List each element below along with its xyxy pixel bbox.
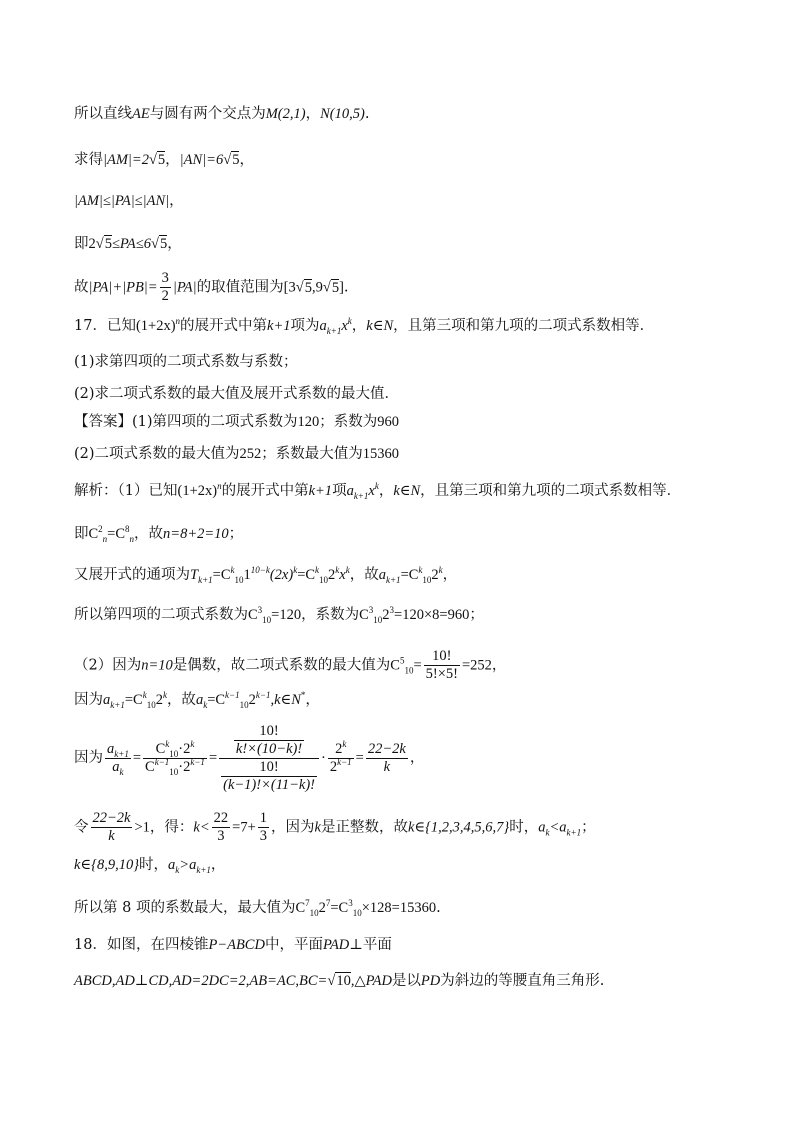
solution-line-10: [74, 898, 733, 918]
math: k: [314, 819, 321, 836]
superscript: k: [162, 690, 167, 701]
math: ,9: [311, 279, 323, 296]
text: ，: [305, 106, 321, 122]
math: 2: [248, 692, 256, 708]
text: ，: [305, 692, 320, 708]
text: ；: [581, 819, 596, 836]
solution-line-7: [74, 722, 733, 794]
text: ；系数为: [319, 414, 378, 430]
denominator: 5!×5!: [425, 666, 458, 682]
subscript: k+1: [198, 574, 213, 585]
numerator: 3: [161, 270, 169, 286]
text: 是正整数，故: [320, 819, 408, 836]
numerator: 22−2k: [367, 740, 406, 757]
solution-line-2: [74, 524, 733, 544]
fraction-lower: [221, 759, 317, 794]
superscript: 3: [389, 605, 395, 616]
text: 解析：（1）已知: [74, 483, 178, 499]
subscript: k+1: [385, 574, 401, 585]
superscript: 3: [257, 605, 263, 616]
math: (2x): [269, 567, 294, 583]
math: =: [355, 750, 364, 766]
math: =: [208, 750, 218, 766]
fraction-powers-of-two: [328, 738, 354, 776]
text: 是偶数，故二项式系数的最大值为: [172, 657, 391, 674]
text: 故: [74, 279, 89, 296]
question-17: [74, 316, 733, 336]
radicand: 5: [232, 152, 240, 168]
math: 2: [382, 607, 390, 623]
math: |AM|=2: [103, 152, 149, 168]
number: 120: [297, 414, 320, 430]
text: 因为: [74, 692, 103, 708]
text: ，: [378, 483, 394, 499]
text-line-intersection-points: [74, 104, 733, 124]
subscript: 10: [373, 614, 383, 625]
fraction-1-3: [258, 810, 269, 845]
math: =C: [124, 692, 143, 708]
text: ⊥平面: [349, 937, 392, 953]
math: x: [341, 318, 348, 334]
fraction-binomial-ratio: [143, 738, 207, 777]
text: ；: [228, 526, 244, 542]
math: k∈{1,2,3,4,5,6,7}: [407, 819, 510, 836]
math: 2: [318, 900, 326, 916]
radicand: 5: [331, 279, 340, 296]
subscript: 10: [309, 907, 319, 918]
text: ，: [210, 857, 226, 873]
math: =C: [400, 567, 419, 583]
superscript: k: [293, 565, 298, 576]
math: =120×8=960: [394, 607, 470, 623]
math: =252: [461, 657, 492, 674]
math: 2: [431, 567, 439, 583]
math: >1: [134, 819, 150, 836]
math: =C: [207, 692, 226, 708]
text: 因为: [74, 750, 103, 766]
superscript: 3: [348, 898, 353, 909]
text: 的展开式中第: [221, 483, 309, 499]
math: ]: [339, 279, 344, 296]
math: k+1: [267, 318, 291, 334]
fraction-ratio: [105, 741, 131, 776]
superscript: 5: [399, 655, 405, 666]
numerator: 22: [213, 810, 229, 826]
math: k∈N: [366, 318, 394, 334]
math: =C: [297, 567, 316, 583]
text: 是以: [391, 973, 421, 989]
subscript: 10: [239, 699, 249, 710]
text: ，: [167, 236, 182, 252]
math: =: [413, 657, 422, 674]
text: 所以直线: [74, 106, 132, 122]
text: ，: [239, 152, 254, 168]
math: PAD: [322, 937, 350, 953]
superscript: k−1: [225, 690, 240, 701]
math: a: [319, 318, 327, 334]
math: |PA|: [172, 279, 197, 296]
superscript: k: [342, 738, 347, 749]
text: ，: [169, 193, 184, 209]
solution-line-6: [74, 690, 733, 710]
solution-line-9: [74, 855, 733, 875]
math: k∈{8,9,10}: [74, 857, 140, 873]
text: 项: [332, 483, 347, 499]
superscript: k: [347, 316, 352, 327]
subscript: 10: [234, 574, 244, 585]
math: ABCD,AD⊥CD,AD=2DC=2,AB=AC,BC=: [74, 973, 328, 989]
text: ，故: [349, 567, 379, 583]
text: 即: [74, 236, 89, 252]
subscript: k+1: [114, 748, 129, 759]
math: |PA|+|PB|=: [88, 279, 158, 296]
math: x: [339, 567, 346, 583]
math: x: [368, 483, 375, 499]
fraction-3-2: [160, 270, 171, 305]
superscript: k: [335, 565, 340, 576]
subscript: 10: [319, 574, 329, 585]
subscript: k: [119, 766, 124, 777]
math: ·2: [178, 758, 191, 775]
text: 的取值范围为: [196, 279, 284, 296]
superscript: k−1: [190, 756, 205, 767]
superscript: k: [142, 690, 147, 701]
math: C: [88, 526, 99, 542]
answer-line-2: [74, 444, 733, 464]
math: C: [145, 758, 155, 775]
number: 252: [239, 446, 262, 462]
numerator: 10!: [234, 723, 304, 741]
subscript: k+1: [326, 325, 342, 336]
math: =C: [212, 567, 231, 583]
text: 所以第 8 项的系数最大，最大值为: [74, 900, 296, 916]
subscript: 10: [404, 665, 414, 676]
math: k∈N: [393, 483, 421, 499]
fraction-22-3: [212, 810, 231, 845]
text: 即: [74, 526, 89, 542]
superscript: 10−k: [250, 565, 270, 576]
solution-line-8: [74, 810, 733, 845]
math: ,k∈N: [270, 692, 301, 708]
answer-line-1: [74, 412, 733, 432]
subscript: n: [102, 533, 108, 544]
numerator: 10!: [424, 648, 460, 666]
math: C: [295, 900, 306, 916]
text: (2)二项式系数的最大值为: [74, 446, 240, 462]
text: ，: [165, 152, 180, 168]
superscript: 3: [368, 605, 374, 616]
text-line-pa-range: 即2√5≤PA≤6√5，: [74, 236, 182, 252]
solution-line-4: [74, 605, 733, 625]
math: a: [378, 567, 386, 583]
fraction-inequality: [91, 810, 133, 845]
text: 求得: [74, 152, 103, 168]
subscript: k: [203, 699, 208, 710]
denominator: 2: [161, 288, 169, 304]
denominator: k: [108, 828, 115, 844]
math: n=10: [141, 657, 173, 674]
math: ·2: [178, 740, 191, 757]
math: a: [168, 857, 176, 873]
superscript: k: [165, 738, 170, 749]
math: 2: [335, 740, 343, 757]
superscript: k−1: [337, 756, 352, 767]
subscript: 10: [169, 748, 179, 759]
text: ，: [442, 567, 458, 583]
math: k+1: [308, 483, 333, 499]
math: a: [103, 692, 111, 708]
math: M(2,1): [265, 106, 306, 122]
number: 960: [377, 414, 400, 430]
math: 2: [155, 692, 163, 708]
math: (1+2x): [177, 483, 218, 499]
text: .: [343, 279, 349, 296]
fraction-result: [366, 741, 408, 776]
math: a: [107, 740, 115, 757]
math: P−ABCD: [208, 937, 265, 953]
math: =C: [107, 526, 126, 542]
text: （2）因为: [74, 657, 142, 674]
math: ,△PAD: [350, 973, 392, 989]
superscript: 8: [125, 524, 130, 535]
superscript: k: [438, 565, 443, 576]
text: 所以第四项的二项式系数为: [74, 607, 248, 623]
math: a: [195, 692, 204, 708]
numerator: 22−2k: [92, 810, 131, 826]
math: ≤PA≤6: [111, 236, 151, 252]
denominator: (k−1)!×(11−k)!: [223, 776, 315, 793]
math: |AN|=6: [179, 152, 224, 168]
subscript: 10: [169, 766, 179, 777]
superscript: k: [374, 481, 379, 492]
denominator: k!×(10−k)!: [235, 740, 303, 757]
text: ，且第三项和第九项的二项式系数相等．: [393, 318, 655, 334]
superscript: k: [190, 738, 195, 749]
math: =120: [271, 607, 302, 623]
denominator: 3: [259, 828, 268, 844]
fraction-factorial-compound: [219, 723, 319, 794]
text: 与圆有两个交点为: [149, 106, 266, 122]
math: n=8+2=10: [163, 526, 229, 542]
subscript: k+1: [353, 490, 369, 501]
superscript: 2: [98, 524, 103, 535]
superscript: *: [300, 690, 306, 701]
text: ，故: [134, 526, 164, 542]
math: 1: [243, 567, 251, 583]
text: 【答案】(1)第四项的二项式系数为: [74, 414, 298, 430]
superscript: k−1: [154, 756, 170, 767]
radicand: 5: [157, 152, 166, 168]
subscript: k+1: [110, 699, 125, 710]
superscript: k: [315, 565, 320, 576]
superscript: 7: [305, 898, 310, 909]
superscript: 7: [325, 898, 331, 909]
text: ；: [469, 607, 484, 623]
math: k<: [193, 819, 210, 836]
text: ，且第三项和第九项的二项式系数相等．: [420, 483, 682, 499]
text: .: [436, 900, 441, 916]
superscript: k: [345, 565, 350, 576]
superscript: k: [418, 565, 423, 576]
text: ，: [351, 318, 367, 334]
math: T: [190, 567, 199, 583]
text-line-distances: 求得|AM|=2√5，|AN|=6√5，: [74, 152, 254, 168]
math: >a: [179, 857, 197, 873]
question-17-part-2: (2)求二项式系数的最大值及展开式系数的最大值．: [74, 386, 400, 402]
text: 项为: [290, 318, 320, 334]
text: ；系数最大值为: [261, 446, 363, 462]
radicand: 5: [104, 236, 112, 252]
text: 时，: [509, 819, 539, 836]
solution-line-1: [74, 481, 733, 501]
denominator: 3: [217, 828, 225, 844]
fraction-factorial: [424, 648, 460, 683]
text: 令: [74, 819, 89, 836]
number: 15360: [362, 446, 400, 462]
subscript: 10: [146, 699, 156, 710]
text: 为斜边的等腰直角三角形.: [440, 973, 605, 989]
solution-line-3: [74, 565, 733, 585]
math: a: [346, 483, 354, 499]
text-line-value-range: 故|PA|+|PB|= $\frac{3}{2}$ |PA|的取值范围为[3√5,9√5].: [74, 270, 349, 304]
subscript: 10: [352, 907, 362, 918]
text: 中，平面: [264, 937, 323, 953]
text: ，故: [166, 692, 196, 708]
text-line-inequality: [74, 191, 733, 211]
numerator: 1: [259, 810, 268, 826]
math: PD: [420, 973, 441, 989]
text: ，系数为: [301, 607, 360, 623]
text: ，因为: [271, 819, 315, 836]
math: C: [248, 607, 258, 623]
denominator: k: [383, 758, 391, 775]
math: 2: [328, 567, 336, 583]
subscript: k+1: [566, 827, 582, 838]
question-17-part-1: (1)求第四项的二项式系数与系数；: [74, 354, 298, 370]
math: 2: [88, 236, 96, 252]
text: ，得：: [149, 819, 194, 836]
math: AE: [132, 106, 150, 122]
question-18-continued: ABCD,AD⊥CD,AD=2DC=2,AB=AC,BC=√10,△PAD是以PD为斜边的等腰直角三角形.: [74, 973, 605, 989]
math: ·: [321, 750, 326, 766]
subscript: n: [129, 533, 135, 544]
superscript: k−1: [255, 690, 271, 701]
superscript: n: [217, 481, 222, 492]
math: N(10,5): [320, 106, 365, 122]
radicand: 5: [304, 279, 312, 296]
text: ，: [409, 750, 425, 766]
math: a: [112, 758, 120, 775]
math: =7+: [232, 819, 256, 836]
text: 时，: [139, 857, 169, 873]
radicand: 5: [159, 236, 168, 252]
text: ，: [491, 657, 507, 674]
text: 又展开式的通项为: [74, 567, 190, 583]
solution-line-5: [74, 648, 733, 683]
math: 2: [329, 758, 338, 775]
subscript: k: [175, 864, 180, 875]
superscript: n: [175, 316, 181, 327]
math: =: [132, 750, 142, 766]
subscript: 10: [422, 574, 432, 585]
math: C: [155, 740, 166, 757]
math: a: [538, 819, 546, 836]
subscript: k+1: [196, 864, 211, 875]
fraction-upper: [234, 723, 304, 758]
subscript: k: [545, 827, 550, 838]
superscript: k: [230, 565, 235, 576]
math: <a: [549, 819, 567, 836]
math: ×128=15360: [361, 900, 437, 916]
text: .: [364, 106, 370, 122]
math: (1+2x): [135, 318, 176, 334]
text: 17．已知: [74, 318, 136, 334]
numerator: 10!: [221, 759, 317, 777]
text: 18．如图，在四棱锥: [74, 937, 209, 953]
text: 的展开式中第: [180, 318, 268, 334]
subscript: 10: [262, 614, 272, 625]
math: C: [390, 657, 400, 674]
math: C: [359, 607, 369, 623]
question-18: [74, 935, 733, 955]
math: [3: [283, 279, 296, 296]
math: =C: [330, 900, 349, 916]
math: |AM|≤|PA|≤|AN|: [74, 193, 170, 209]
radicand: 10: [336, 973, 351, 989]
